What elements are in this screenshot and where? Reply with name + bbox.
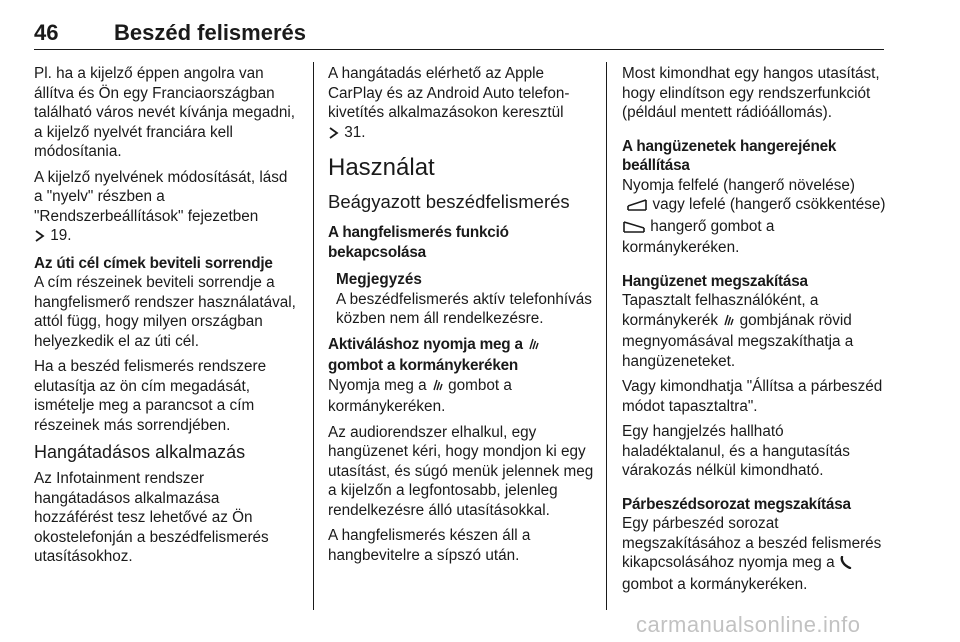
heading-function-on: A hangfelismerés funkció bekapcsolása (328, 224, 509, 261)
column-divider-2 (606, 62, 607, 610)
paragraph: Nyomja felfelé (hangerő növelése) vagy lefelé (hangerő csökkentése) hangerő gombot a kormánykeréken. (622, 176, 886, 256)
section-title-usage: Használat (328, 154, 435, 181)
paragraph: Nyomja meg a gombot a kormánykeréken. (328, 376, 512, 415)
paragraph: Vagy kimondhatja "Állítsa a párbeszéd módot tapasztaltra". (622, 378, 883, 415)
paragraph: A hangátadás elérhető az Apple CarPlay és az Android Auto telefon-kivetítés alkalmazásokon keresztül 31. (328, 64, 596, 144)
heading-activate: Aktiváláshoz nyomja meg a gombot a kormánykeréken (328, 335, 596, 376)
column-divider-1 (313, 62, 314, 610)
column-1 (34, 64, 296, 573)
heading-interrupt-prompt: Hangüzenet megszakítása (622, 272, 808, 290)
column-2 (328, 64, 596, 571)
voice-command-icon (432, 378, 443, 398)
paragraph: A hangfelismerés készen áll a hangbevitelre a sípszó után. (328, 527, 531, 564)
column-3 (622, 64, 890, 600)
paragraph: A kijelző nyelvének módosítását, lásd a "nyelv" részben a "Rendszerbeállítások" fejezetben 19. (34, 168, 296, 248)
page-number: 46 (34, 20, 59, 45)
volume-up-icon (627, 197, 647, 217)
reference-arrow-icon (329, 125, 339, 145)
page-reference[interactable]: 31. (344, 123, 366, 141)
paragraph: Az audiorendszer elhalkul, egy hangüzenet kéri, hogy mondjon ki egy utasítást, és súgó menük jelennek meg a kijelzőn a legfontosabb, jelenleg rendelkezésre álló utasításokkal. (328, 423, 594, 519)
note-text: A beszédfelismerés aktív telefonhívás közben nem áll rendelkezésre. (336, 290, 592, 327)
watermark-logo: carmanualsonline.info (636, 612, 861, 637)
heading-volume: A hangüzenetek hangerejének beállítása (622, 137, 837, 174)
heading-passthrough: Hangátadásos alkalmazás (34, 442, 246, 462)
paragraph: Most kimondhat egy hangos utasítást, hogy elindítson egy rendszerfunkciót (például mentett rádióállomás). (622, 65, 880, 121)
voice-command-icon (528, 337, 539, 357)
heading-interrupt-dialog: Párbeszédsorozat megszakítása (622, 495, 851, 513)
paragraph: Ha a beszéd felismerés rendszere elutasítja az ön cím megadását, ismételje meg a parancsot a cím részeinek más sorrendjében. (34, 358, 267, 434)
paragraph: Egy párbeszéd sorozat megszakításához a beszéd felismerés kikapcsolásához nyomja meg a gombot a kormánykeréken. (622, 515, 882, 593)
page-header (34, 4, 884, 50)
reference-arrow-icon (35, 228, 45, 248)
page-reference[interactable]: 19. (50, 227, 72, 244)
phone-end-icon (840, 555, 852, 575)
paragraph: Pl. ha a kijelző éppen angolra van állítva és Ön egy Franciaországban található város nevét kívánja megadni, a kijelző nyelvét franciára kell módosítania. (34, 65, 296, 160)
paragraph: Egy hangjelzés hallható haladéktalanul, és a hangutasítás várakozás nélkül kimondható. (622, 423, 850, 479)
note-box (328, 270, 596, 329)
page-title: Beszéd felismerés (114, 20, 306, 45)
note-title: Megjegyzés (336, 271, 422, 288)
paragraph: Az Infotainment rendszer hangátadásos alkalmazása hozzáférést tesz lehetővé az Ön okostelefonján a beszédfelismerés utasításokhoz. (34, 470, 269, 565)
subsection-title-builtin: Beágyazott beszédfelismerés (328, 191, 570, 212)
paragraph: A cím részeinek beviteli sorrendje a hangfelismerő rendszer használatával, attól függ, hogy milyen országban helyezkedik el az úti cél. (34, 274, 296, 350)
volume-down-icon (623, 219, 645, 239)
paragraph: Tapasztalt felhasználóként, a kormánykerék gombjának rövid megnyomásával megszakíthatja a hangüzeneteket. (622, 292, 854, 370)
voice-command-icon (723, 313, 734, 333)
heading-address-order: Az úti cél címek beviteli sorrendje (34, 254, 273, 272)
